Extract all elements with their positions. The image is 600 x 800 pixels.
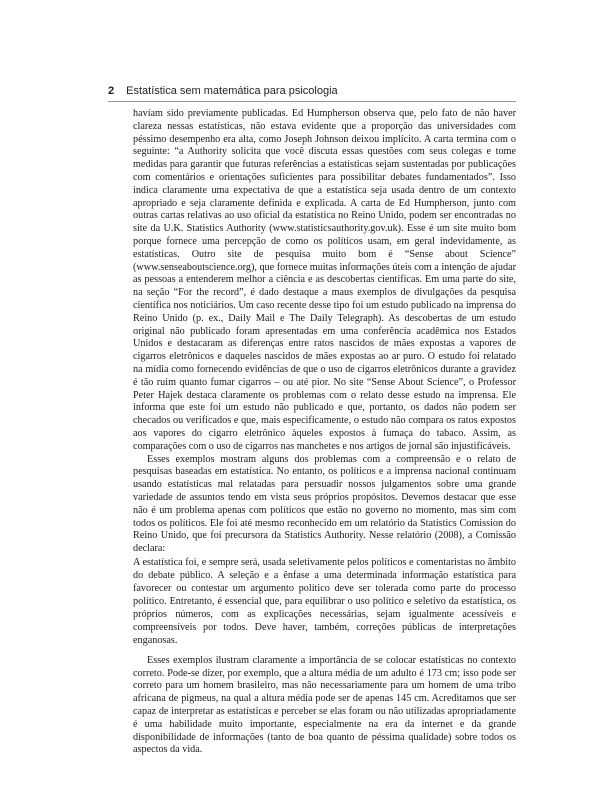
running-header <box>108 84 516 102</box>
book-title: Estatística sem matemática para psicologia <box>126 85 338 97</box>
page-body <box>133 108 516 757</box>
paragraph-3: Esses exemplos ilustram claramente a importância de se colocar estatísticas no contexto correto. Pode-se dizer, por exemplo, que a altura média de um adulto é 173 cm; isso pode ser correto para um homem brasileiro, mas não necessariamente para um homem de uma tribo africana de pigmeus, na qual a altura média pode ser de apenas 145 cm. Acreditamos que ser capaz de interpretar as estatísticas e perceber se elas foram ou não utilizadas apropriadamente é uma habilidade muito importante, especialmente na era da internet e da grande disponibilidade de informações (tanto de boa quanto de péssima qualidade) sobre todos os aspectos da vida. <box>133 654 516 756</box>
paragraph-1: havíam sido previamente publicadas. Ed Humpherson observa que, pelo fato de não haver clareza nessas estatísticas, não estava evidente que a proporção das universidades com péssimo desempenho era alta, como Joseph Johnson deixou implícito. A carta termina com o seguinte: “a Authority solicita que você discuta essas questões com seus colegas e tome medidas para garantir que futuras referências a estatísticas sejam sustentadas por publicações com comentários e orientações suficientes para possibilitar debates fundamentados”. Isso indica claramente uma expectativa de que a estatística seja usada dentro de um contexto apropriado e seja claramente definida e explicada. A carta de Ed Humpherson, junto com outras cartas relativas ao uso oficial da estatística no Reino Unido, podem ser encontradas no site da U.K. Statistics Authority (www.statisticsauthority.gov.uk). Esse é um site muito bom porque fornece uma percepção de como os políticos usam, em geral indevidamente, as estatísticas. Outro site de pesquisa muito bom é “Sense about Science” (www.senseaboutscience.org), que fornece muitas informações úteis com a intenção de ajudar as pessoas a entenderem melhor a ciência e as descobertas científicas. Em uma parte do site, na seção “For the record”, é dado destaque a maus exemplos de divulgações da pesquisa científica nos noticiários. Um caso recente desse tipo foi um estudo publicado na imprensa do Reino Unido (p. ex., Daily Mail e The Daily Telegraph). As descobertas de um estudo original não publicado foram apresentadas em uma conferência acadêmica nos Estados Unidos e destacaram as diferenças entre ratos nascidos de mães expostas a vapores de cigarros eletrônicos e daqueles nascidos de mães expostas ao ar puro. O estudo foi relatado na mídia como fornecendo evidências de que o uso de cigarros eletrônicos durante a gravidez é tão ruim quanto fumar cigarros – ou até pior. No site “Sense About Science”, o Professor Peter Hajek destaca claramente os problemas com o relato desse estudo na imprensa. Ele informa que este foi um estudo não publicado e que, portanto, os dados não podem ser checados ou verificados e que, mais especificamente, o estudo não compara os ratos expostos aos vapores do cigarro eletrônico àqueles expostos à fumaça do tabaco. Assim, as comparações com o uso de cigarros nas manchetes e nos artigos de jornal são injustificáveis. <box>133 108 517 452</box>
page-number: 2 <box>108 85 115 97</box>
paragraph-2: Esses exemplos mostram alguns dos problemas com a compreensão e o relato de pesquisas baseadas em estatística. No entanto, os políticos e a imprensa nacional continuam usando estatísticas mal relatadas para persuadir nossos julgamentos sobre uma grande variedade de assuntos tendo em vista seus próprios propósitos. Devemos destacar que esse não é um problema apenas com políticos que estão no governo no momento, mas sim com todos os políticos. Ele foi até mesmo reconhecido em um relatório da Statistics Comission do Reino Unido, que foi precursora da Statistics Authority. Nesse relatório (2008), a Comissão declara: <box>133 453 516 555</box>
block-quote: A estatística foi, e sempre será, usada seletivamente pelos políticos e comentaristas no âmbito do debate público. A seleção e a ênfase a uma determinada informação estatística para favorecer ou contestar um argumento político deve ser tolerada como parte do processo político. Entretanto, é essencial que, para equilibrar o uso político e seletivo da estatística, os próprios números, com as explicações necessárias, sejam igualmente acessíveis e compreensíveis por todos. Deve haver, também, correções públicas de interpretações enganosas. <box>133 556 516 646</box>
